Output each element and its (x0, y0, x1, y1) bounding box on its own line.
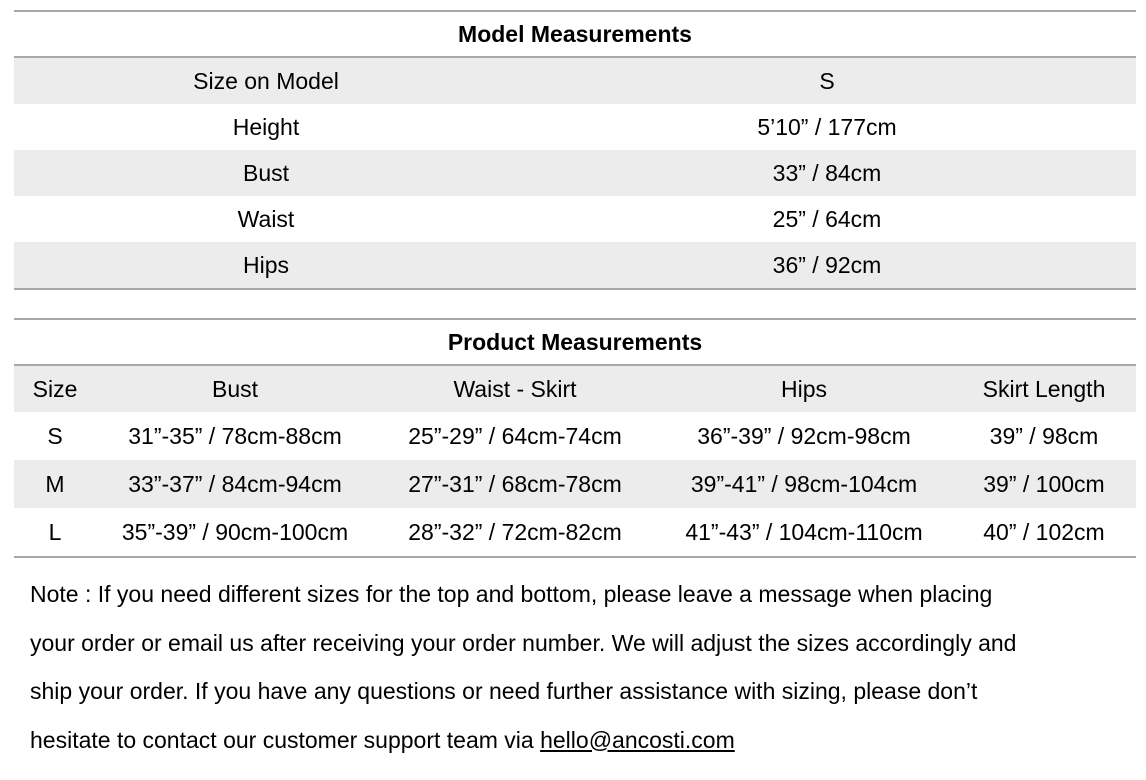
cell-skirt-length: 40” / 102cm (983, 518, 1105, 545)
table-row-size-l (14, 508, 1136, 556)
note-line: Note : If you need different sizes for the top and bottom, please leave a message when placing (30, 581, 993, 607)
row-value: 25” / 64cm (772, 205, 882, 232)
table-spacer (14, 290, 1136, 318)
product-table-title: Product Measurements (14, 320, 1136, 366)
row-value: 5’10” / 177cm (757, 113, 897, 140)
column-header-size: Size (32, 375, 78, 402)
table-row (14, 58, 1136, 104)
table-row-size-m (14, 460, 1136, 508)
table-row-size-s (14, 412, 1136, 460)
header-row (14, 366, 1136, 412)
note-line (30, 716, 1136, 765)
cell-waist-skirt: 27”-31” / 68cm-78cm (408, 470, 622, 497)
row-value: 33” / 84cm (772, 159, 882, 186)
cell-hips: 36”-39” / 92cm-98cm (697, 422, 911, 449)
model-table-title: Model Measurements (14, 12, 1136, 58)
sizing-note (14, 570, 1136, 764)
row-label: Waist (237, 205, 295, 232)
cell-hips: 41”-43” / 104cm-110cm (685, 518, 923, 545)
table-row (14, 150, 1136, 196)
cell-skirt-length: 39” / 98cm (989, 422, 1099, 449)
table-row (14, 242, 1136, 288)
row-label: Size on Model (193, 67, 339, 94)
cell-bust: 31”-35” / 78cm-88cm (128, 422, 342, 449)
size-chart-page (14, 10, 1136, 764)
note-line: ship your order. If you have any questions or need further assistance with sizing, please don’t (30, 678, 978, 704)
support-email-link[interactable]: hello@ancosti.com (540, 726, 735, 753)
row-label: Bust (242, 159, 290, 186)
column-header-hips: Hips (780, 375, 827, 402)
cell-hips: 39”-41” / 98cm-104cm (690, 470, 918, 497)
note-line: your order or email us after receiving your order number. We will adjust the sizes accordingly and (30, 629, 1017, 656)
column-header-waist-skirt: Waist - Skirt (453, 375, 577, 402)
cell-bust: 35”-39” / 90cm-100cm (121, 518, 349, 545)
cell-waist-skirt: 25”-29” / 64cm-74cm (408, 422, 622, 449)
cell-skirt-length: 39” / 100cm (983, 470, 1105, 497)
column-header-skirt-length: Skirt Length (982, 375, 1106, 402)
cell-size: S (47, 422, 63, 449)
note-line-text: hesitate to contact our customer support team via (30, 726, 541, 753)
model-measurements-table (14, 10, 1136, 290)
row-label: Height (232, 113, 300, 140)
cell-size: M (45, 470, 65, 497)
cell-size: L (48, 518, 62, 545)
column-header-bust: Bust (211, 375, 259, 402)
product-measurements-table (14, 318, 1136, 558)
row-value: 36” / 92cm (772, 251, 882, 278)
row-value: S (819, 67, 835, 94)
table-row (14, 104, 1136, 150)
table-row (14, 196, 1136, 242)
cell-waist-skirt: 28”-32” / 72cm-82cm (408, 518, 622, 545)
row-label: Hips (242, 251, 289, 278)
cell-bust: 33”-37” / 84cm-94cm (128, 470, 342, 497)
